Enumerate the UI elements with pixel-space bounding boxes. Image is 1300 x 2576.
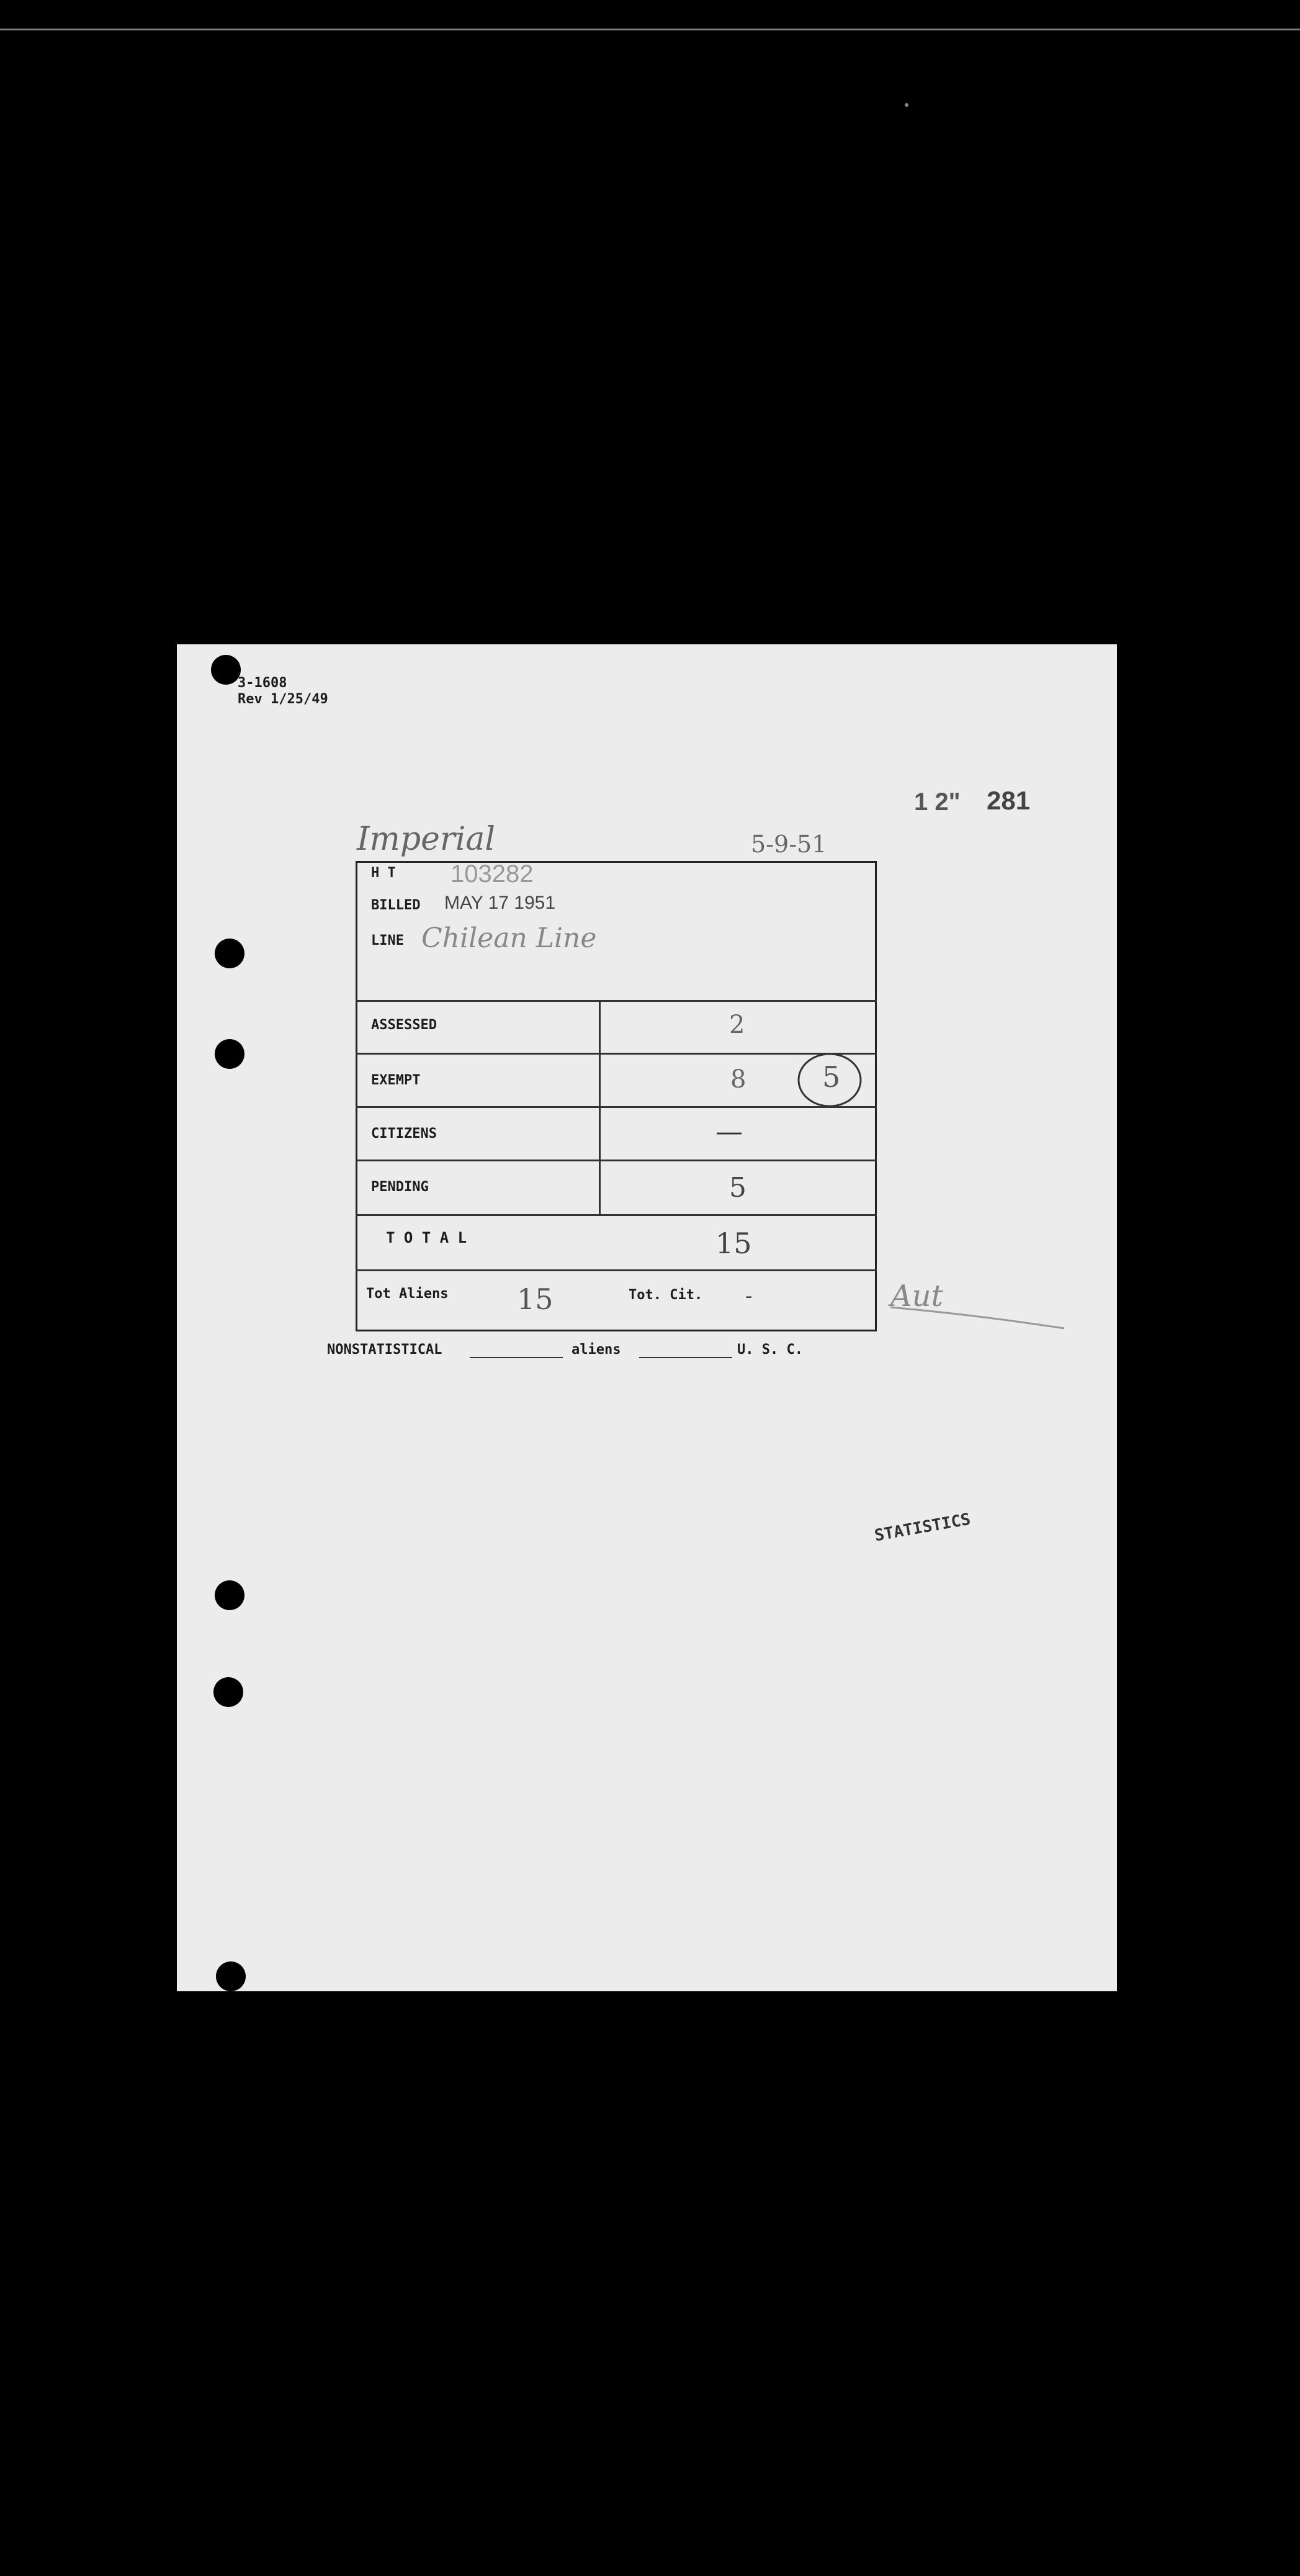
scan-speck — [905, 103, 908, 107]
circled-note: 5 — [822, 1060, 841, 1094]
ship-name: Imperial — [357, 821, 496, 858]
billed-date: MAY 17 1951 — [444, 893, 556, 913]
ht-number: 103282 — [451, 860, 534, 888]
citizens-value: — — [715, 1116, 743, 1148]
aliens-blank — [639, 1357, 732, 1358]
tot-aliens-label: Tot Aliens — [366, 1286, 449, 1302]
billed-label: BILLED — [371, 898, 421, 913]
ht-label: H T — [371, 865, 396, 881]
nonstatistical-label: NONSTATISTICAL — [327, 1342, 442, 1358]
assessed-label: ASSESSED — [371, 1017, 437, 1033]
record-date: 5-9-51 — [751, 831, 827, 858]
initials-flourish — [887, 1302, 1067, 1333]
page-stamp-number: 281 — [987, 786, 1031, 815]
form-number: 3-1608 — [238, 675, 287, 691]
document-page — [177, 644, 1117, 1991]
row-divider — [356, 1214, 877, 1216]
tot-aliens-value: 15 — [517, 1282, 554, 1316]
exempt-value: 8 — [730, 1065, 746, 1094]
page-stamp-prefix: 1 2" — [914, 788, 961, 816]
citizens-label: CITIZENS — [371, 1126, 437, 1142]
scan-border-line — [0, 29, 1300, 30]
punch-hole — [215, 939, 244, 968]
total-label: T O T A L — [386, 1229, 467, 1246]
column-divider — [599, 1000, 601, 1214]
punch-hole — [216, 1961, 246, 1991]
nonstatistical-blank — [470, 1357, 563, 1358]
pending-label: PENDING — [371, 1179, 429, 1195]
clerk-initials: Aut — [890, 1279, 943, 1313]
line-label: LINE — [371, 933, 404, 948]
row-divider — [356, 1269, 877, 1271]
assessed-value: 2 — [729, 1011, 745, 1039]
punch-hole — [213, 1677, 243, 1707]
usc-label: U. S. C. — [737, 1342, 803, 1358]
line-value: Chilean Line — [421, 922, 597, 954]
total-value: 15 — [715, 1227, 752, 1260]
row-divider — [356, 1000, 877, 1002]
tot-cit-value: - — [745, 1284, 753, 1308]
punch-hole — [215, 1039, 244, 1069]
punch-hole — [211, 655, 241, 685]
row-divider — [356, 1160, 877, 1161]
pending-value: 5 — [729, 1172, 746, 1204]
punch-hole — [215, 1580, 244, 1610]
aliens-label: aliens — [572, 1342, 621, 1358]
exempt-label: EXEMPT — [371, 1073, 421, 1088]
form-revision: Rev 1/25/49 — [238, 691, 328, 707]
tot-cit-label: Tot. Cit. — [629, 1287, 703, 1303]
statistics-stamp: STATISTICS — [873, 1510, 972, 1546]
